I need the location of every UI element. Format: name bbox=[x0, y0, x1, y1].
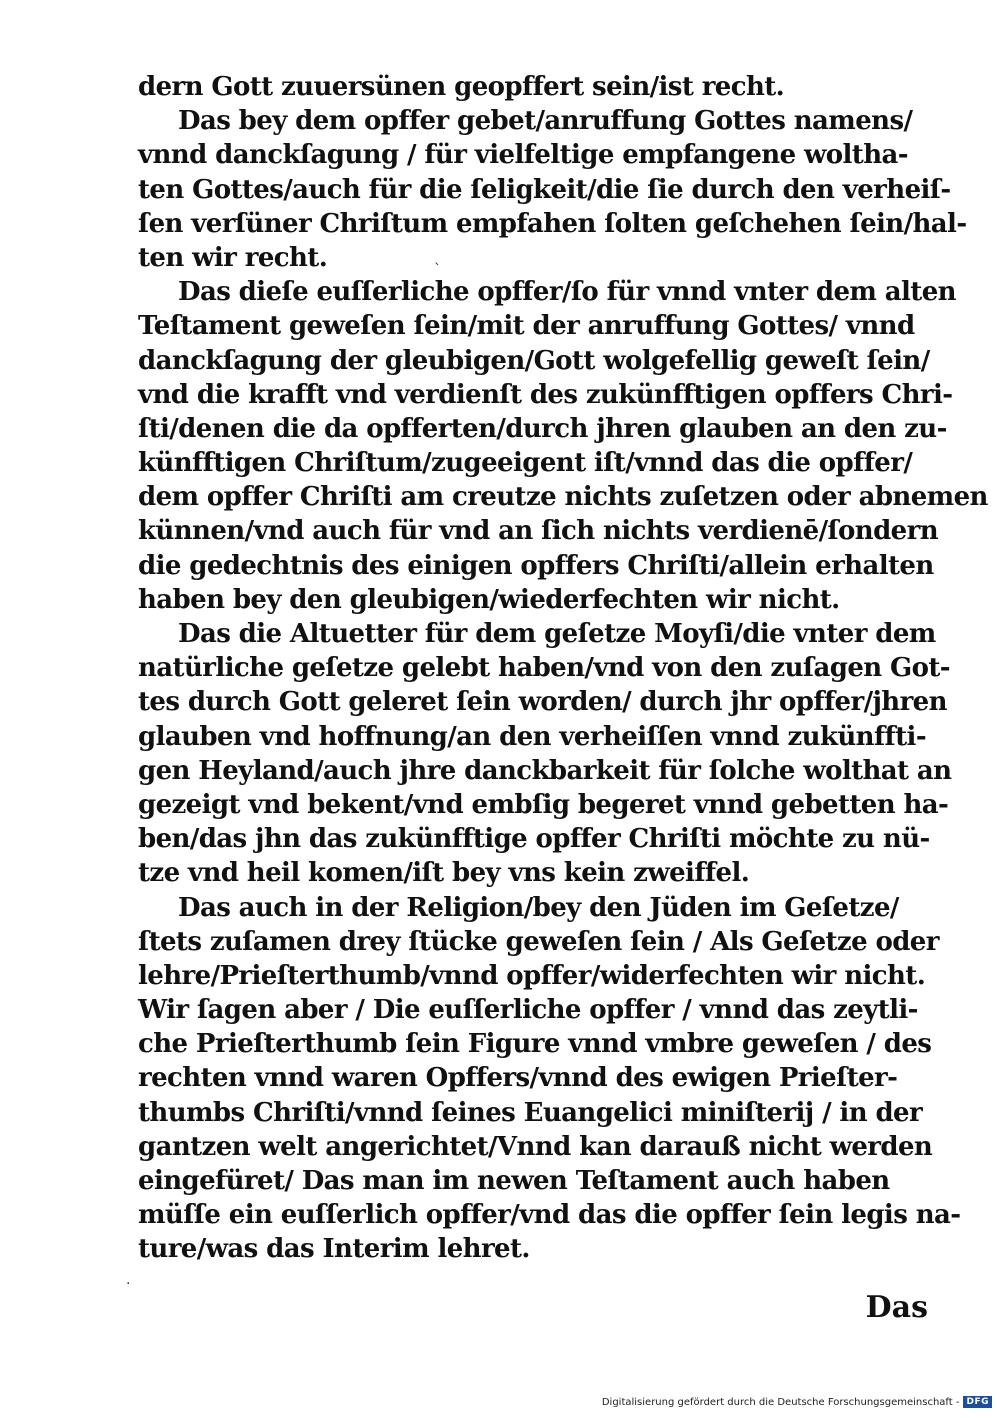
text-line-20: glauben vnd hoffnung/an den verheiſſen vnnd zukünffti- bbox=[138, 721, 927, 752]
body-text bbox=[138, 70, 988, 1267]
text-line-29: che Prieſterthumb ſein Figure vnnd vmbre geweſen / des bbox=[138, 1029, 932, 1060]
text-line-35: ture/was das Interim lehret. bbox=[138, 1234, 530, 1265]
ink-speck: · bbox=[126, 1276, 131, 1292]
text-line-19: tes durch Gott geleret ſein worden/ durch jhr opffer/jhren bbox=[138, 687, 947, 718]
text-line-27: lehre/Prieſterthumb/vnnd opffer/widerfechten wir nicht. bbox=[138, 960, 926, 991]
text-line-25: Das auch in der Religion/bey den Jüden im Geſetze/ bbox=[178, 892, 899, 923]
text-line-2: Das bey dem opffer gebet/anruffung Gottes namens/ bbox=[178, 106, 913, 137]
text-line-18: natürliche geſetze gelebt haben/vnd von den zuſagen Got- bbox=[138, 653, 950, 684]
credit-text: Digitalisierung gefördert durch die Deutsche Forschungsgemeinschaft - bbox=[601, 1396, 960, 1408]
text-line-23: ben/das jhn das zukünfftige opffer Chriſti möchte zu nü- bbox=[138, 824, 930, 855]
text-line-6: ten wir recht. bbox=[138, 242, 328, 273]
digitization-credit bbox=[602, 1396, 992, 1408]
catchword: Das bbox=[865, 1290, 928, 1325]
text-line-34: müſſe ein euſſerlich opffer/vnd das die opffer ſein legis na- bbox=[138, 1200, 961, 1231]
text-line-24: tze vnd heil komen/iſt bey vns kein zweiffel. bbox=[138, 858, 750, 889]
text-line-8: Teſtament geweſen ſein/mit der anruffung Gottes/ vnnd bbox=[138, 311, 915, 342]
text-line-7: Das dieſe euſſerliche opffer/ſo für vnnd vnter dem alten bbox=[178, 277, 956, 308]
text-line-14: künnen/vnd auch für vnd an ſich nichts verdienē/ſondern bbox=[138, 516, 939, 547]
text-line-11: ſti/denen die da opfferten/durch jhren glauben an den zu- bbox=[138, 413, 947, 444]
text-line-9: danckſagung der gleubigen/Gott wolgefellig geweſt ſein/ bbox=[138, 345, 930, 376]
text-line-28: Wir ſagen aber / Die euſſerliche opffer / vnnd das zeytli- bbox=[138, 995, 918, 1026]
text-line-30: rechten vnnd waren Opffers/vnnd des ewigen Prieſter- bbox=[138, 1063, 898, 1094]
text-line-32: gantzen welt angerichtet/Vnnd kan darauß nicht werden bbox=[138, 1131, 933, 1162]
text-line-33: eingefüret/ Das man im newen Teſtament auch haben bbox=[138, 1166, 890, 1196]
text-line-26: ſtets zuſamen drey ſtücke geweſen ſein / Als Geſetze oder bbox=[138, 926, 939, 957]
text-line-22: gezeigt vnd bekent/vnd embſig begeret vnnd gebetten ha- bbox=[138, 789, 949, 820]
text-line-5: ſen verſüner Chriſtum empfahen ſolten geſchehen ſein/hal- bbox=[138, 208, 967, 239]
text-line-1: dern Gott zuuersünen geopffert sein/ist recht. bbox=[138, 72, 785, 102]
text-line-16: haben bey den gleubigen/wiederfechten wir nicht. bbox=[138, 584, 840, 615]
text-line-4: ten Gottes/auch für die ſeligkeit/die ſie durch den verheiſ- bbox=[138, 174, 951, 205]
text-line-12: künfftigen Chriſtum/zugeeigent iſt/vnnd das die opffer/ bbox=[138, 448, 913, 479]
text-line-21: gen Heyland/auch jhre danckbarkeit für ſolche wolthat an bbox=[138, 755, 952, 786]
text-line-15: die gedechtnis des einigen opffers Chriſti/allein erhalten bbox=[138, 550, 934, 581]
ink-speck: ˋ bbox=[434, 262, 441, 278]
text-line-17: Das die Altuetter für dem geſetze Moyſi/die vnter dem bbox=[178, 619, 936, 649]
dfg-logo: DFG bbox=[963, 1396, 992, 1408]
text-line-13: dem opffer Chriſti am creutze nichts zuſetzen oder abnemen bbox=[138, 482, 988, 513]
text-line-31: thumbs Chriſti/vnnd ſeines Euangelici miniſterij / in der bbox=[138, 1097, 923, 1128]
text-line-3: vnnd danckſagung / für vielfeltige empfangene woltha- bbox=[138, 140, 908, 171]
text-line-10: vnd die krafft vnd verdienſt des zukünfftigen opffers Chri- bbox=[138, 379, 953, 410]
